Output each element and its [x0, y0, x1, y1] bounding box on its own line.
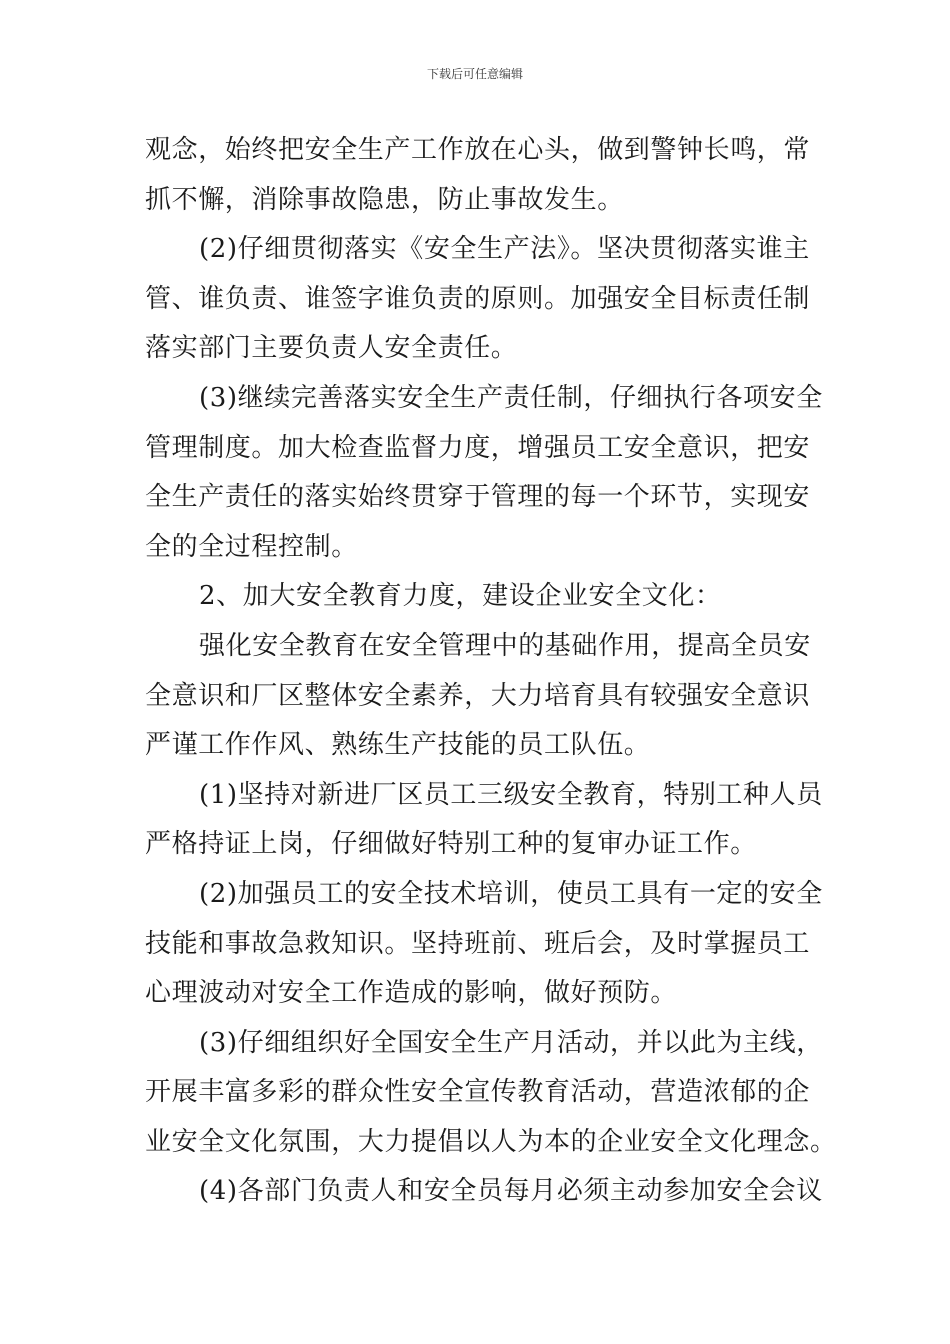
text-line: 全生产责任的落实始终贯穿于管理的每一个环节，实现安: [145, 482, 811, 513]
text-line: (1)坚持对新进厂区员工三级安全教育，特别工种人员: [199, 779, 823, 810]
text-line: 严谨工作作风、熟练生产技能的员工队伍。: [145, 730, 651, 761]
text-line: 观念，始终把安全生产工作放在心头，做到警钟长鸣，常: [145, 135, 811, 165]
text-line: (2)仔细贯彻落实《安全生产法》。坚决贯彻落实谁主: [199, 234, 810, 265]
text-line: (3)继续完善落实安全生产责任制，仔细执行各项安全: [199, 382, 823, 413]
text-line: 开展丰富多彩的群众性安全宣传教育活动，营造浓郁的企: [145, 1077, 811, 1108]
document-body: [145, 126, 837, 1217]
text-line: 严格持证上岗，仔细做好特别工种的复审办证工作。: [145, 829, 757, 860]
text-line: 技能和事故急救知识。坚持班前、班后会，及时掌握员工: [145, 928, 811, 959]
text-line: 管、谁负责、谁签字谁负责的原则。加强安全目标责任制: [145, 283, 811, 314]
text-line: 全意识和厂区整体安全素养，大力培育具有较强安全意识: [145, 680, 811, 711]
text-line: (3)仔细组织好全国安全生产月活动，并以此为主线，: [199, 1027, 823, 1058]
text-line: 心理波动对安全工作造成的影响，做好预防。: [145, 978, 678, 1009]
section-heading: 2、加大安全教育力度，建设企业安全文化：: [199, 581, 722, 612]
text-line: 强化安全教育在安全管理中的基础作用，提高全员安: [199, 630, 811, 661]
text-line: 抓不懈，消除事故隐患，防止事故发生。: [145, 184, 624, 215]
page-header-note: 下载后可任意编辑: [426, 67, 523, 81]
text-line: 落实部门主要负责人安全责任。: [145, 333, 518, 364]
text-line: (2)加强员工的安全技术培训，使员工具有一定的安全: [199, 878, 823, 909]
text-line: 全的全过程控制。: [145, 531, 358, 562]
text-line: 管理制度。加大检查监督力度，增强员工安全意识，把安: [145, 432, 811, 463]
text-line: (4)各部门负责人和安全员每月必须主动参加安全会议: [199, 1176, 823, 1207]
text-line: 业安全文化氛围，大力提倡以人为本的企业安全文化理念。: [145, 1126, 837, 1157]
